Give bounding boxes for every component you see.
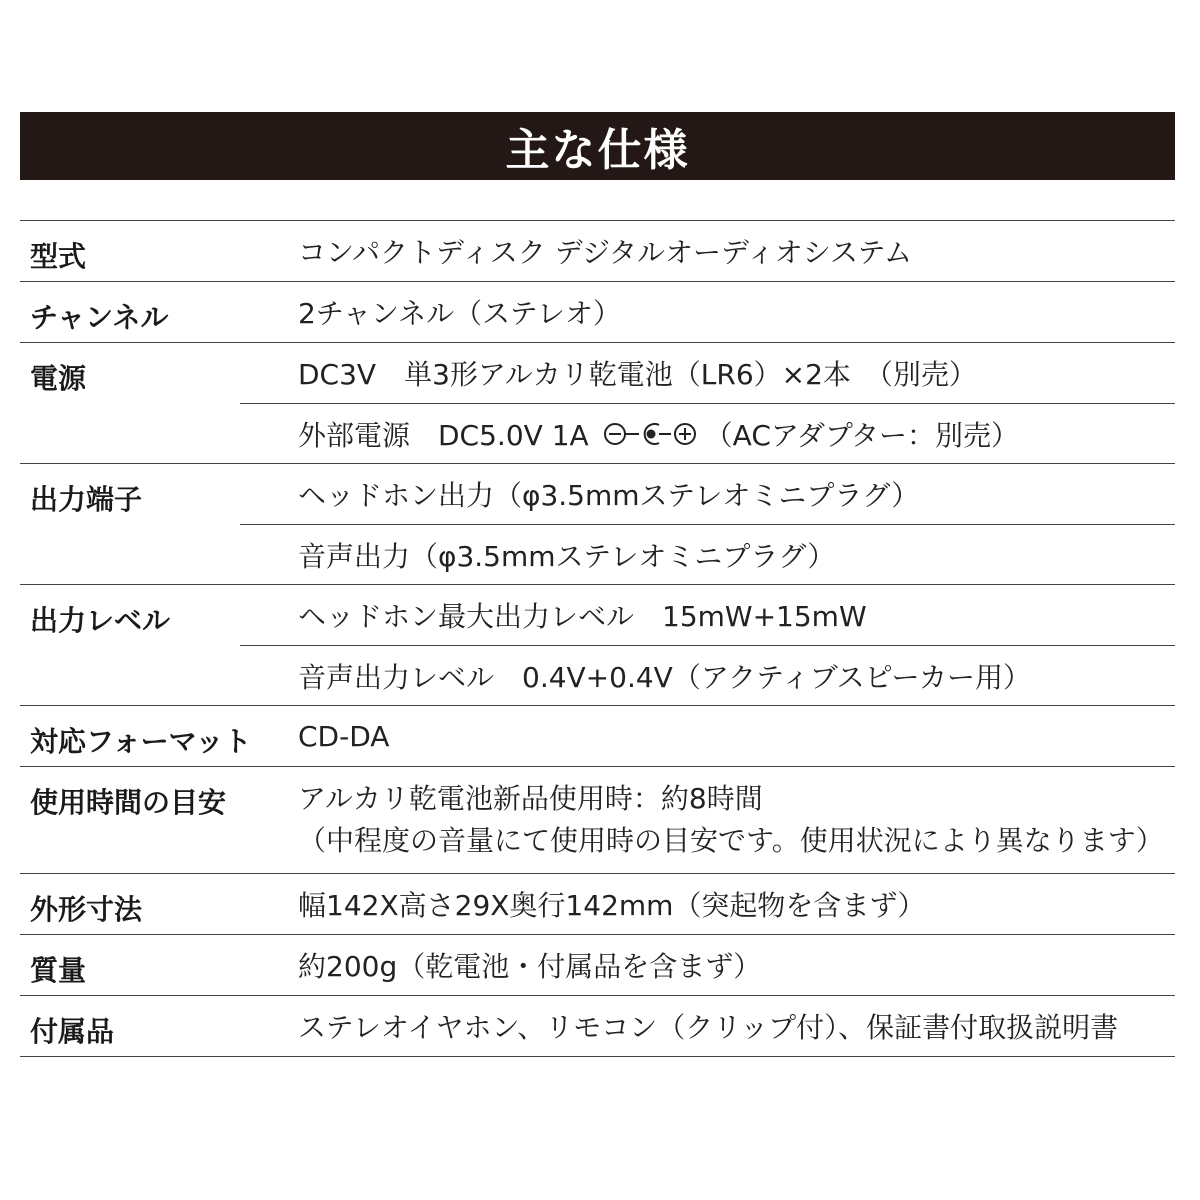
- spec-value: CD-DA: [298, 719, 390, 753]
- spec-row-channel: [20, 282, 1175, 343]
- spec-row-output-terminal: [20, 464, 1175, 585]
- external-power-text: 外部電源 DC5.0V 1A: [298, 418, 589, 452]
- spec-label: 付属品: [30, 1015, 115, 1048]
- spec-value: アルカリ乾電池新品使用時：約8時間: [298, 782, 763, 815]
- spec-value: DC3V 単3形アルカリ乾電池（LR6）×2本 （別売）: [298, 358, 977, 391]
- spec-value-external-power: [240, 403, 1175, 463]
- spec-value: ステレオイヤホン、リモコン（クリップ付）、保証書付取扱説明書: [298, 1011, 1119, 1044]
- spec-value: 2チャンネル（ステレオ）: [298, 297, 622, 330]
- spec-row-output-level: [20, 585, 1175, 706]
- page-title: 主な仕様: [505, 125, 690, 176]
- spec-row-accessories: [20, 996, 1175, 1057]
- spec-table: [20, 220, 1175, 1057]
- spec-label: チャンネル: [30, 301, 169, 334]
- spec-value-multiline: [240, 767, 1175, 873]
- spec-label: 使用時間の目安: [30, 786, 227, 819]
- spec-value: 約200g（乾電池・付属品を含まず）: [298, 950, 762, 983]
- spec-value: 音声出力（φ3.5mmステレオミニプラグ）: [240, 524, 1175, 584]
- spec-label: 出力レベル: [30, 604, 171, 637]
- spec-value-note: （中程度の音量にて使用時の目安です。使用状況により異なります）: [298, 824, 1164, 857]
- spec-row-power: [20, 343, 1175, 464]
- spec-value: ヘッドホン最大出力レベル 15mW+15mW: [298, 600, 867, 633]
- spec-row-battery-life: [20, 767, 1175, 874]
- spec-row-model: [20, 221, 1175, 282]
- spec-label: 外形寸法: [30, 893, 143, 926]
- spec-value: コンパクトディスク デジタルオーディオシステム: [298, 236, 912, 269]
- spec-row-format: [20, 706, 1175, 767]
- spec-row-weight: [20, 935, 1175, 996]
- spec-label: 出力端子: [30, 483, 143, 516]
- spec-header-bar: [20, 112, 1175, 180]
- spec-value: ヘッドホン出力（φ3.5mmステレオミニプラグ）: [298, 479, 920, 512]
- spec-label: 型式: [30, 240, 87, 273]
- external-power-note: （ACアダプター：別売）: [704, 418, 1019, 452]
- spec-label: 対応フォーマット: [30, 725, 252, 758]
- spec-value: 幅142X高さ29X奥行142mm（突起物を含まず）: [298, 889, 926, 922]
- dc-polarity-center-positive-icon: [603, 420, 699, 448]
- spec-value: 音声出力レベル 0.4V+0.4V（アクティブスピーカー用）: [240, 645, 1175, 705]
- spec-label: 電源: [30, 362, 87, 395]
- spec-row-dimensions: [20, 874, 1175, 935]
- spec-label: 質量: [30, 954, 87, 987]
